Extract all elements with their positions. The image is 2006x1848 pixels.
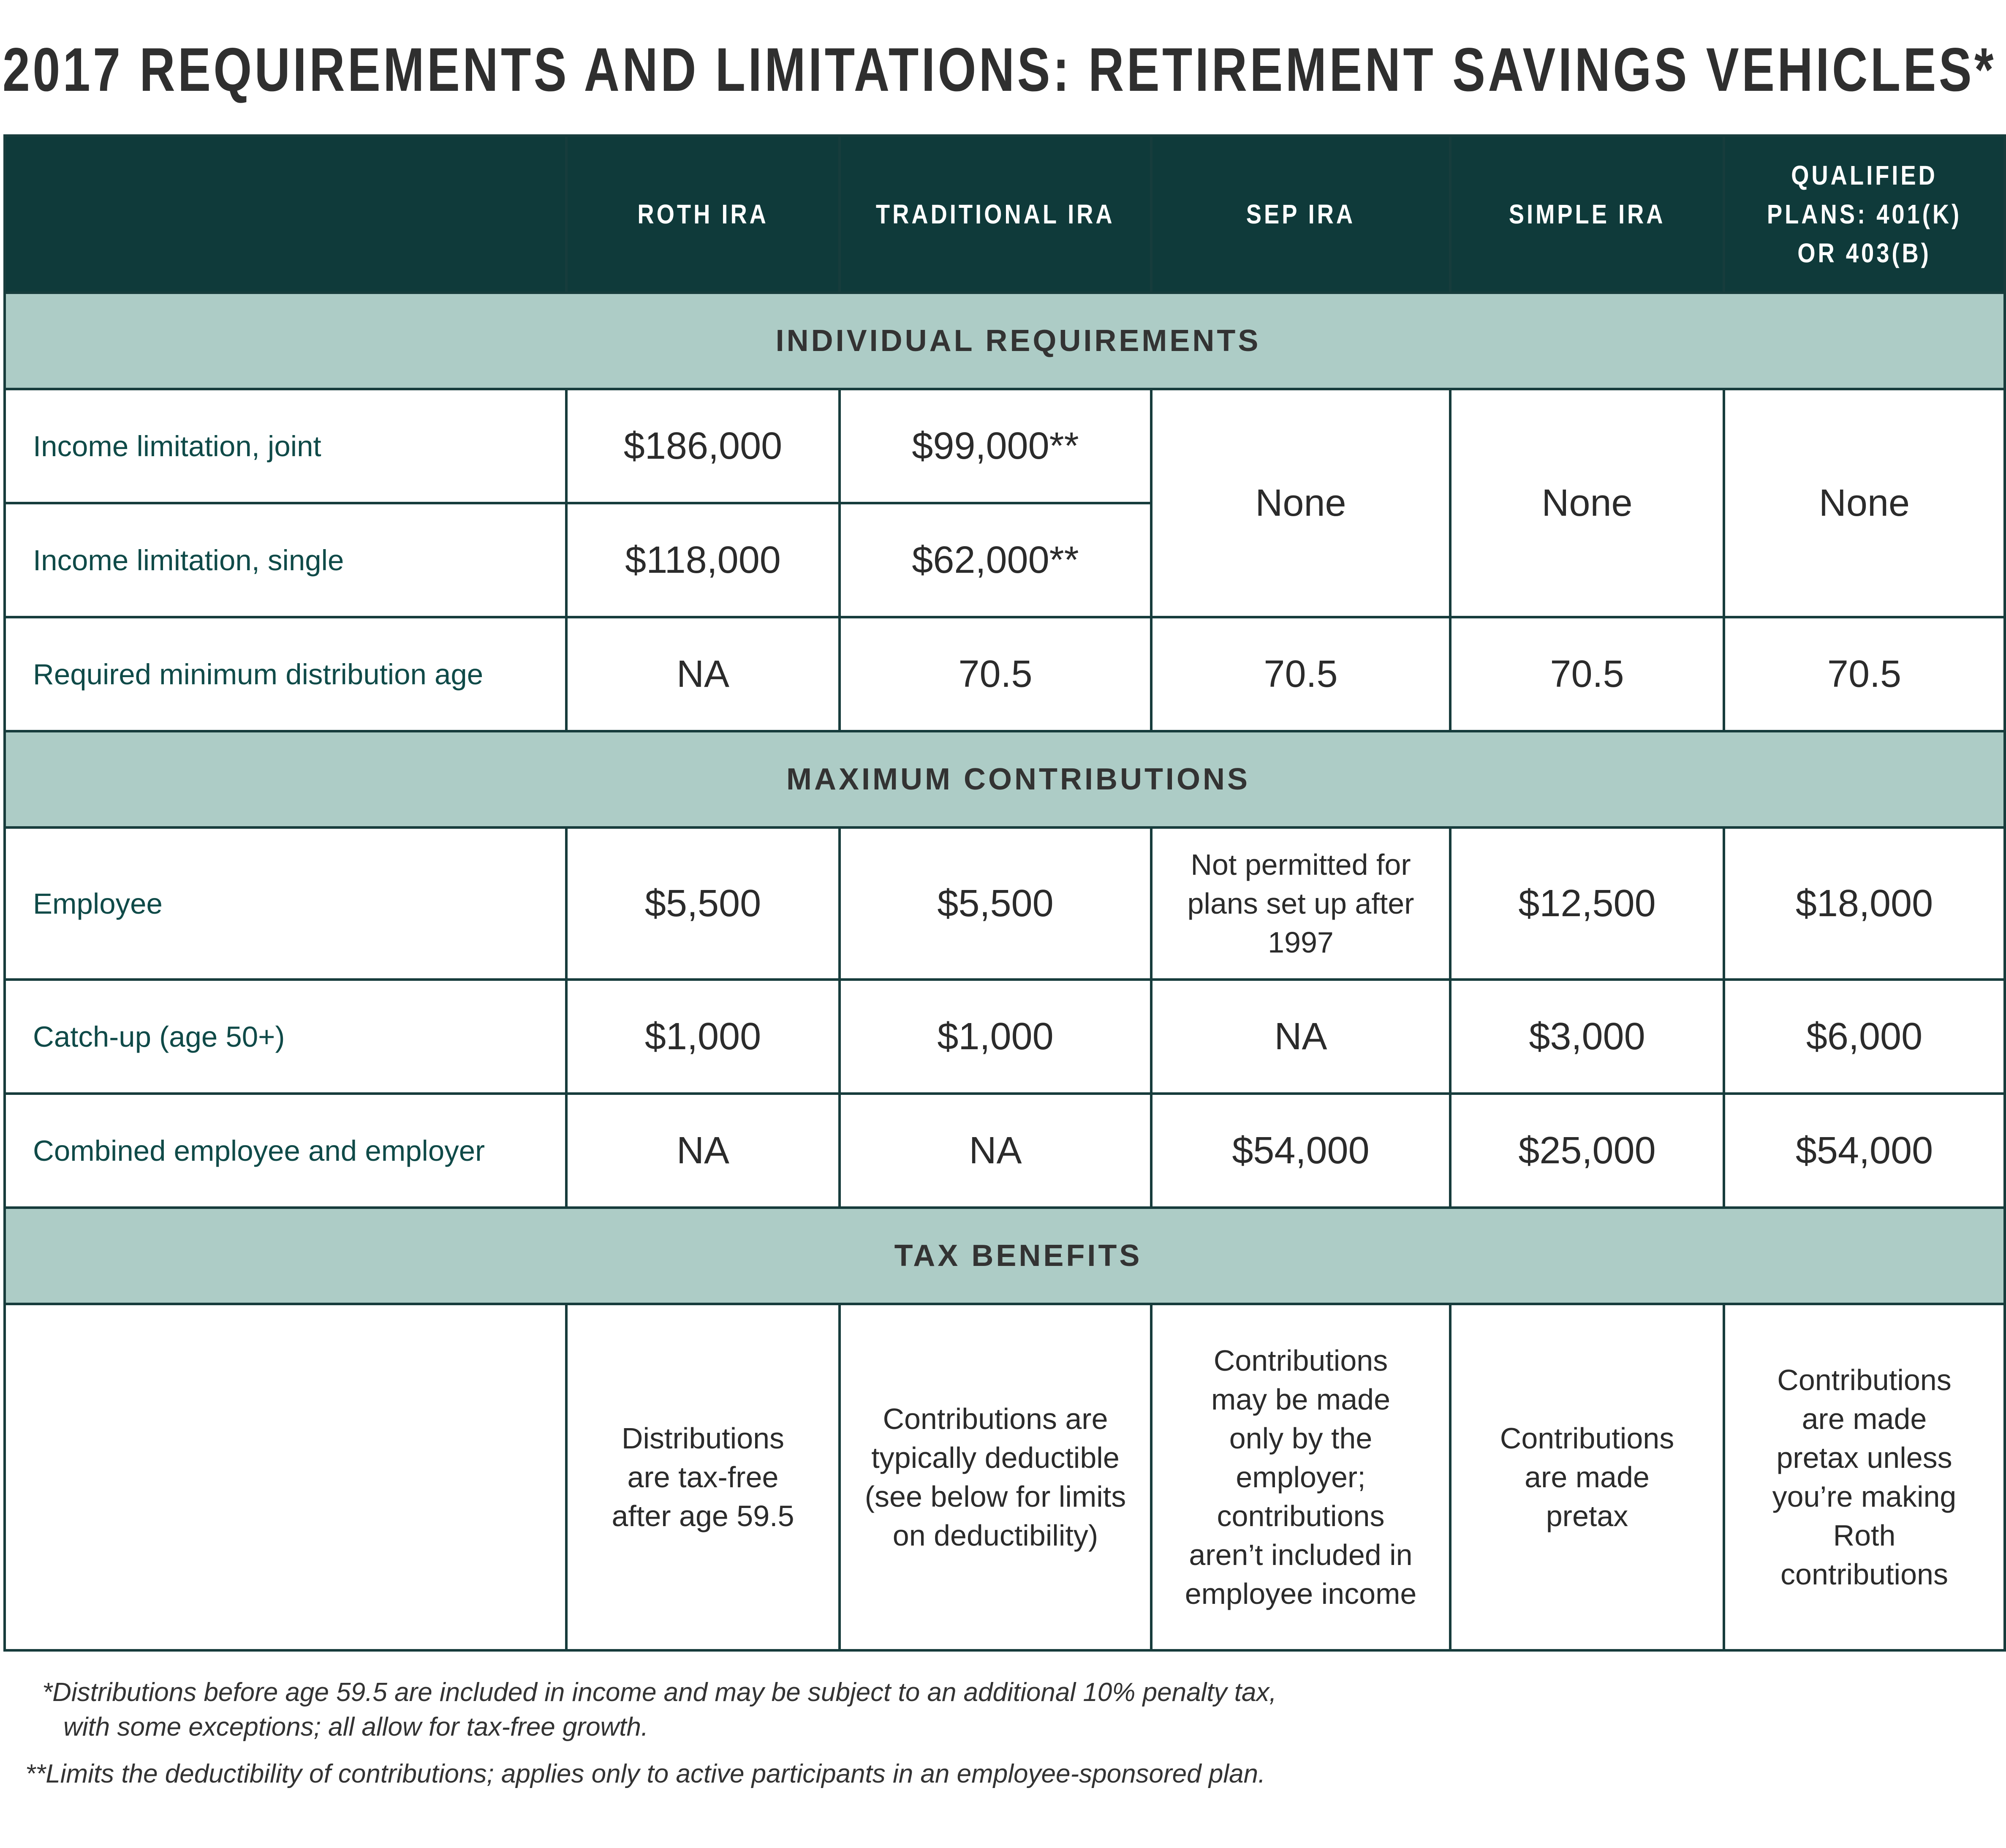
- table-row-combined: [5, 1094, 2005, 1208]
- footnote-1-line-1: *Distributions before age 59.5 are included in income and may be subject to an additional 10% penalty tax,: [42, 1678, 1277, 1707]
- cell-roth-ira: $118,000: [566, 503, 840, 617]
- table-header-row: [5, 136, 2005, 293]
- cell-qualified-plans: $18,000: [1724, 827, 2005, 980]
- row-label: Required minimum distribution age: [5, 617, 566, 731]
- table-row-rmd-age: [5, 617, 2005, 731]
- row-label: Income limitation, joint: [5, 389, 566, 503]
- row-label: [5, 1304, 566, 1650]
- column-header-roth-ira: ROTH IRA: [566, 136, 840, 293]
- cell-qualified-plans: Contributions are made pretax unless you’re making Roth contributions: [1724, 1304, 2005, 1650]
- header-empty-cell: [5, 136, 566, 293]
- cell-sep-ira: Contributions may be made only by the employer; contributions aren’t included in employee income: [1151, 1304, 1450, 1650]
- column-header-qualified-plans: QUALIFIED PLANS: 401(K) OR 403(B): [1724, 136, 2005, 293]
- cell-roth-ira: NA: [566, 1094, 840, 1208]
- column-header-simple-ira: SIMPLE IRA: [1450, 136, 1724, 293]
- cell-simple-ira: Contributions are made pretax: [1450, 1304, 1724, 1650]
- cell-sep-ira: None: [1151, 389, 1450, 617]
- table-row-income-joint: [5, 389, 2005, 503]
- row-label: Catch-up (age 50+): [5, 980, 566, 1094]
- cell-roth-ira: Distributions are tax-free after age 59.5: [566, 1304, 840, 1650]
- section-row-tax-benefits: [5, 1208, 2005, 1304]
- cell-qualified-plans: $6,000: [1724, 980, 2005, 1094]
- table-row-employee: [5, 827, 2005, 980]
- cell-qualified-plans: None: [1724, 389, 2005, 617]
- cell-traditional-ira: $5,500: [840, 827, 1151, 980]
- cell-roth-ira: $5,500: [566, 827, 840, 980]
- footnote-2: **Limits the deductibility of contributions; applies only to active participants in an employee-sponsored plan.: [25, 1759, 1266, 1788]
- cell-traditional-ira: 70.5: [840, 617, 1151, 731]
- section-row-individual-requirements: [5, 293, 2005, 389]
- section-header: TAX BENEFITS: [5, 1208, 2005, 1304]
- cell-roth-ira: $1,000: [566, 980, 840, 1094]
- cell-roth-ira: $186,000: [566, 389, 840, 503]
- column-header-sep-ira: SEP IRA: [1151, 136, 1450, 293]
- row-label: Combined employee and employer: [5, 1094, 566, 1208]
- cell-traditional-ira: $99,000**: [840, 389, 1151, 503]
- footnote-1-line-2: with some exceptions; all allow for tax-free growth.: [63, 1712, 649, 1742]
- cell-sep-ira: 70.5: [1151, 617, 1450, 731]
- cell-sep-ira: $54,000: [1151, 1094, 1450, 1208]
- cell-roth-ira: NA: [566, 617, 840, 731]
- column-header-traditional-ira: TRADITIONAL IRA: [840, 136, 1151, 293]
- row-label: Income limitation, single: [5, 503, 566, 617]
- cell-simple-ira: $3,000: [1450, 980, 1724, 1094]
- cell-simple-ira: $25,000: [1450, 1094, 1724, 1208]
- table-row-tax-benefits: [5, 1304, 2005, 1650]
- section-row-maximum-contributions: [5, 731, 2005, 827]
- cell-qualified-plans: 70.5: [1724, 617, 2005, 731]
- cell-simple-ira: 70.5: [1450, 617, 1724, 731]
- cell-traditional-ira: $1,000: [840, 980, 1151, 1094]
- section-header: INDIVIDUAL REQUIREMENTS: [5, 293, 2005, 389]
- cell-simple-ira: None: [1450, 389, 1724, 617]
- row-label: Employee: [5, 827, 566, 980]
- cell-qualified-plans: $54,000: [1724, 1094, 2005, 1208]
- cell-traditional-ira: Contributions are typically deductible (see below for limits on deductibility): [840, 1304, 1151, 1650]
- cell-traditional-ira: $62,000**: [840, 503, 1151, 617]
- cell-sep-ira: Not permitted for plans set up after 1997: [1151, 827, 1450, 980]
- cell-traditional-ira: NA: [840, 1094, 1151, 1208]
- cell-sep-ira: NA: [1151, 980, 1450, 1094]
- table-row-catch-up: [5, 980, 2005, 1094]
- retirement-vehicles-table: [3, 134, 2006, 1652]
- page-title: 2017 REQUIREMENTS AND LIMITATIONS: RETIREMENT SAVINGS VEHICLES*: [3, 35, 1996, 104]
- cell-simple-ira: $12,500: [1450, 827, 1724, 980]
- section-header: MAXIMUM CONTRIBUTIONS: [5, 731, 2005, 827]
